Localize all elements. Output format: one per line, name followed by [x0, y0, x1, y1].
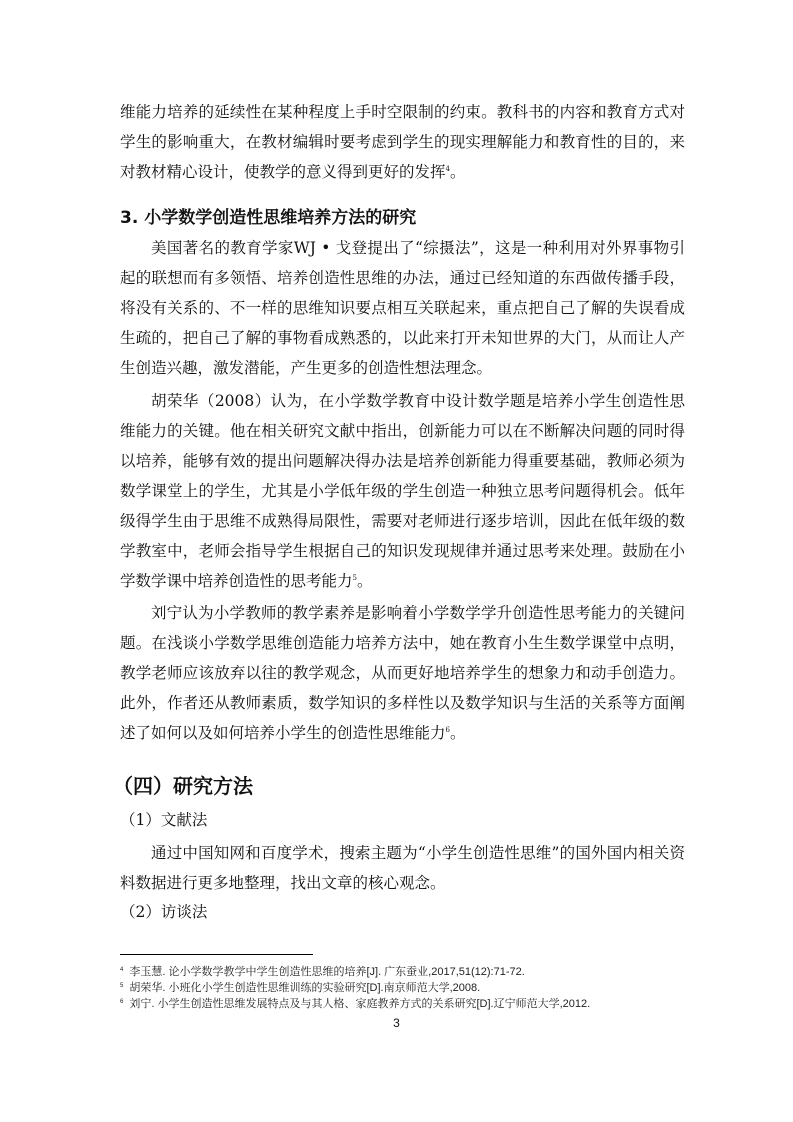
method-1-title: （1）文献法 — [120, 811, 208, 829]
body-paragraph-intro: 维能力培养的延续性在某种程度上手时空限制的约束。教科书的内容和教育方式对学生的影响重大，在教材编辑时要考虑到学生的现实理解能力和教育性的目的，来对教材精心设计，使教学的意义得到更好的发挥$^4$。 — [120, 103, 685, 181]
footnote-4: $^4$ 李玉慧. 论小学数学教学中学生创造性思维的培养[J]. 广东蚕业,2017,51(12):71-72. — [120, 966, 525, 978]
page-number: 3 — [393, 1016, 400, 1030]
footnote-ref-4[interactable]: 4 — [445, 165, 450, 173]
footnote-ref-6[interactable]: 6 — [445, 726, 450, 734]
footnote-6: $^6$ 刘宁. 小学生创造性思维发展特点及与其人格、家庭教养方式的关系研究[D].辽宁师范大学,2012. — [120, 998, 591, 1010]
section-heading-3: 3. 小学数学创造性思维培养方法的研究 — [120, 208, 417, 228]
section-heading-4: （四）研究方法 — [113, 774, 253, 798]
footnote-5: $^5$ 胡荣华. 小班化小学生创造性思维训练的实验研究[D].南京师范大学,2008. — [120, 982, 481, 994]
method-2-title: （2）访谈法 — [120, 903, 208, 921]
body-paragraph-gordon: 美国著名的教育学家WJ • 戈登提出了“综摄法”，这是一种利用对外界事物引起的联想而有多领悟、培养创造性思维的办法，通过已经知道的东西做传播手段，将没有关系的、不一样的思维知识要点相互关联起来，重点把自己了解的失误看成生疏的，把自己了解的事物看成熟悉的，以此来打开未知世界的大门，从而让人产生创造兴趣，激发潜能，产生更多的创造性想法理念。 — [120, 239, 685, 377]
footnote-ref-5[interactable]: 5 — [352, 574, 357, 582]
body-paragraph-method1: 通过中国知网和百度学术，搜索主题为“小学生创造性思维”的国外国内相关资料数据进行更多地整理，找出文章的核心观念。 — [120, 844, 685, 892]
footnote-divider — [120, 954, 313, 955]
body-paragraph-hu: 胡荣华（2008）认为，在小学数学教育中设计数学题是培养小学生创造性思维能力的关键。他在相关研究文献中指出，创新能力可以在不断解决问题的同时得以培养，能够有效的提出问题解决得办法是培养创新能力得重要基础，教师必须为数学课堂上的学生，尤其是小学低年级的学生创造一种独立思考问题得机会。低年级得学生由于思维不成熟得局限性，需要对老师进行逐步培训，因此在低年级的数学教室中，老师会指导学生根据自己的知识发现规律并通过思考来处理。鼓励在小学数学课中培养创造性的思考能力$^5$。 — [120, 392, 685, 590]
body-paragraph-liu: 刘宁认为小学教师的教学素养是影响着小学数学学升创造性思考能力的关键问题。在浅谈小学数学思维创造能力培养方法中，她在教育小生生数学课堂中点明，教学老师应该放弃以往的教学观念，从而更好地培养学生的想象力和动手创造力。此外，作者还从教师素质，数学知识的多样性以及数学知识与生活的关系等方面阐述了如何以及如何培养小学生的创造性思维能力$^6$。 — [120, 604, 685, 742]
